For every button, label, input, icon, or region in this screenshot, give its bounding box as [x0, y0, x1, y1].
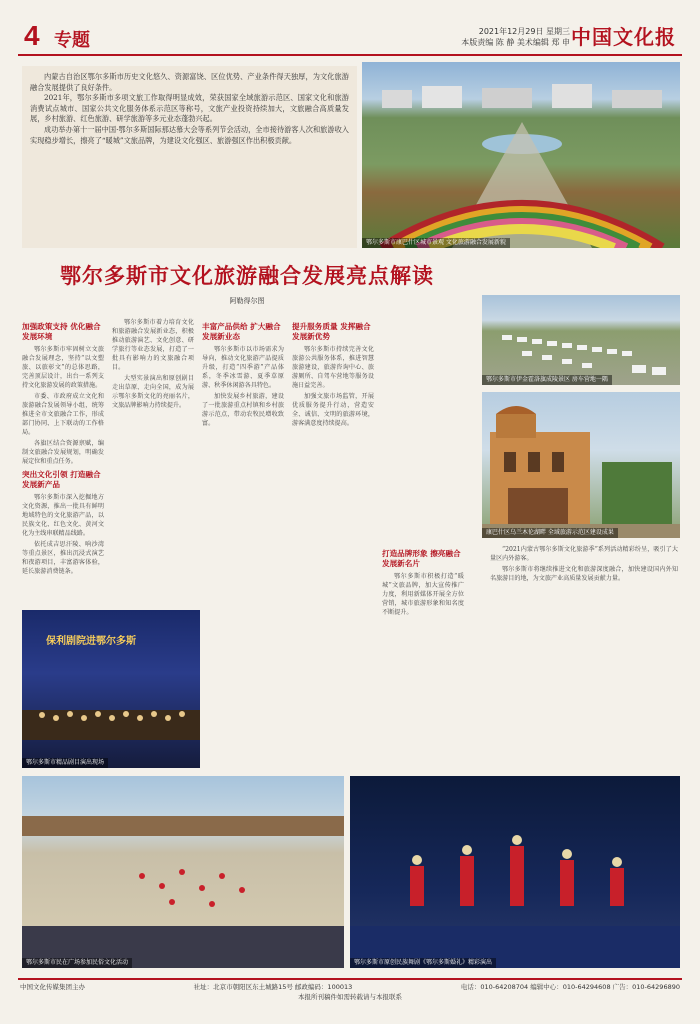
article-column	[202, 318, 284, 763]
article-column	[22, 318, 104, 606]
article-column	[382, 545, 464, 763]
column-heading: 突出文化引领 打造融合发展新产品	[22, 470, 101, 489]
column-paragraph: 鄂尔多斯市以市场需求为导向，推动文化旅游产品提质升级，打造“四季游”产品体系，冬季冰雪游、夏季草原游、秋季休闲游各具特色。	[202, 346, 284, 389]
dancers-illustration	[350, 776, 680, 968]
column-paragraph: 鄂尔多斯市积极打造“暖城”文旅品牌，加大宣传推广力度，利用新媒体开展全方位营销，城市旅游形象和知名度不断提升。	[382, 573, 464, 616]
plaza-crowd-photo	[22, 776, 344, 968]
column-paragraph: 鄂尔多斯市牢固树立文旅融合发展理念，坚持“以文塑旅、以旅彰文”的总体思路，完善顶层设计，出台一系列支持文化旅游发展的政策措施。	[22, 346, 104, 389]
column-paragraph: 鄂尔多斯市持续完善文化旅游公共服务体系，推进智慧旅游建设，旅游咨询中心、旅游厕所、自驾车营地等服务设施日益完善。	[292, 346, 374, 389]
column-heading: 丰富产品供给 扩大融合发展新业态	[202, 322, 281, 341]
column-paragraph: 鄂尔多斯市将继续推进文化和旅游深度融合，加快建设国内外知名旅游目的地，为文旅产业高质量发展贡献力量。	[490, 566, 678, 582]
column-paragraph: 鄂尔多斯市着力培育文化和旅游融合发展新业态，积极推动旅游演艺、文化创意、研学旅行等业态发展，打造了一批具有影响力的文旅融合项目。	[112, 319, 194, 371]
column-paragraph: 加强文旅市场监管，开展优质服务提升行动，营造安全、诚信、文明的旅游环境，游客满意度持续提高。	[292, 393, 374, 427]
footer-publisher: 中国文化传媒集团主办	[20, 983, 85, 991]
column-paragraph: 依托成吉思汗陵、响沙湾等重点景区，推出沉浸式演艺和夜游项目，丰富游客体验，延长旅游消费链条。	[22, 541, 104, 575]
column-paragraph: 大型实景演出和原创剧目走出草原、走向全国，成为展示鄂尔多斯文化的亮丽名片，文旅品牌影响力持续提升。	[112, 375, 194, 409]
photo-caption: 鄂尔多斯市精品剧目演出现场	[22, 758, 108, 768]
article-column	[490, 545, 678, 763]
photo-caption: 鄂尔多斯市原创民族舞剧《鄂尔多斯婚礼》精彩演出	[350, 958, 496, 968]
column-paragraph: 加快发展乡村旅游，建设了一批旅游重点村镇和乡村旅游示范点，带动农牧民增收致富。	[202, 393, 284, 427]
issue-info	[461, 26, 570, 48]
plaza-illustration	[22, 776, 344, 968]
aerial-city-photo	[362, 62, 680, 248]
building-illustration	[482, 392, 680, 538]
column-paragraph: 市委、市政府成立文化和旅游融合发展领导小组，统筹推进全市文旅融合工作，形成部门协同、上下联动的工作格局。	[22, 393, 104, 436]
newspaper-masthead: 中国文化报	[571, 25, 676, 49]
page-footer	[18, 978, 682, 1014]
photo-caption: 鄂尔多斯市康巴什区城市景观 文化旅游融合发展新貌	[362, 238, 510, 248]
rv-camp-photo	[482, 295, 680, 385]
footer-printer: 本报所刊稿件如需转载请与本报联系	[298, 993, 402, 1001]
page-number: 4	[24, 20, 40, 51]
intro-paragraph: 2021年，鄂尔多斯市多项文旅工作取得明显成效，荣获国家全域旅游示范区、国家文化和旅游消费试点城市、国家公共文化服务体系示范区等称号，文旅产业投资持续加大，文旅融合高质量发展，乡村旅游、红色旅游、研学旅游等多元业态蓬勃兴起。	[30, 93, 349, 124]
column-paragraph: 鄂尔多斯市深入挖掘地方文化资源，推出一批具有鲜明地域特色的文化旅游产品，以民族文化、红色文化、黄河文化为主线串联精品线路。	[22, 494, 104, 537]
intro-paragraph: 成功举办第十一届中国·鄂尔多斯国际那达慕大会等系列节会活动，全市接待游客人次和旅游收入实现稳步增长，擦亮了“暖城”文旅品牌，为建设文化强区、旅游强区作出积极贡献。	[30, 124, 349, 145]
photo-caption: 鄂尔多斯市伊金霍洛旗成陵景区 房车营地一隅	[482, 375, 612, 385]
page-header	[18, 18, 682, 56]
article-column	[112, 318, 194, 606]
column-heading: 提升服务质量 发挥融合发展新优势	[292, 322, 371, 341]
column-heading: 加强政策支持 优化融合发展环境	[22, 322, 101, 341]
column-heading: 打造品牌形象 擦亮融合发展新名片	[382, 549, 461, 568]
article-byline: 阿勒得尔图	[229, 297, 265, 305]
intro-summary	[22, 66, 357, 248]
concert-photo	[22, 610, 200, 768]
column-paragraph: 各旗区结合资源禀赋，编制文旅融合发展规划，明确发展定位和重点任务。	[22, 440, 104, 465]
column-paragraph: “2021内蒙古鄂尔多斯文化旅游季”系列活动精彩纷呈，吸引了大量区内外游客。	[490, 546, 678, 562]
rv-camp-illustration	[482, 295, 680, 385]
article-column	[292, 318, 374, 763]
issue-editors: 本版责编 陈 静 美术编辑 郑 申	[461, 38, 570, 47]
aerial-illustration	[362, 62, 680, 248]
dance-performance-photo	[350, 776, 680, 968]
castle-building-photo	[482, 392, 680, 538]
issue-date: 2021年12月29日 星期三	[478, 27, 570, 36]
photo-caption: 康巴什区乌兰木伦湖畔 全域旅游示范区建设成果	[482, 528, 618, 538]
photo-caption: 鄂尔多斯市民在广场参加民俗文化活动	[22, 958, 132, 968]
footer-address: 社址：北京市朝阳区东土城路15号 邮政编码：100013	[193, 983, 353, 991]
article-headline: 鄂尔多斯市文化旅游融合发展亮点解读	[60, 264, 434, 288]
footer-phone: 电话：010-64208704 编辑中心：010-64294608 广告：010-64296890	[460, 983, 680, 991]
section-title: 专题	[54, 30, 90, 51]
intro-paragraph: 内蒙古自治区鄂尔多斯市历史文化悠久、资源富饶、区位优势、产业条件得天独厚，为文化旅游融合发展提供了良好条件。	[30, 72, 349, 92]
concert-banner: 保利剧院进鄂尔多斯	[46, 636, 136, 647]
